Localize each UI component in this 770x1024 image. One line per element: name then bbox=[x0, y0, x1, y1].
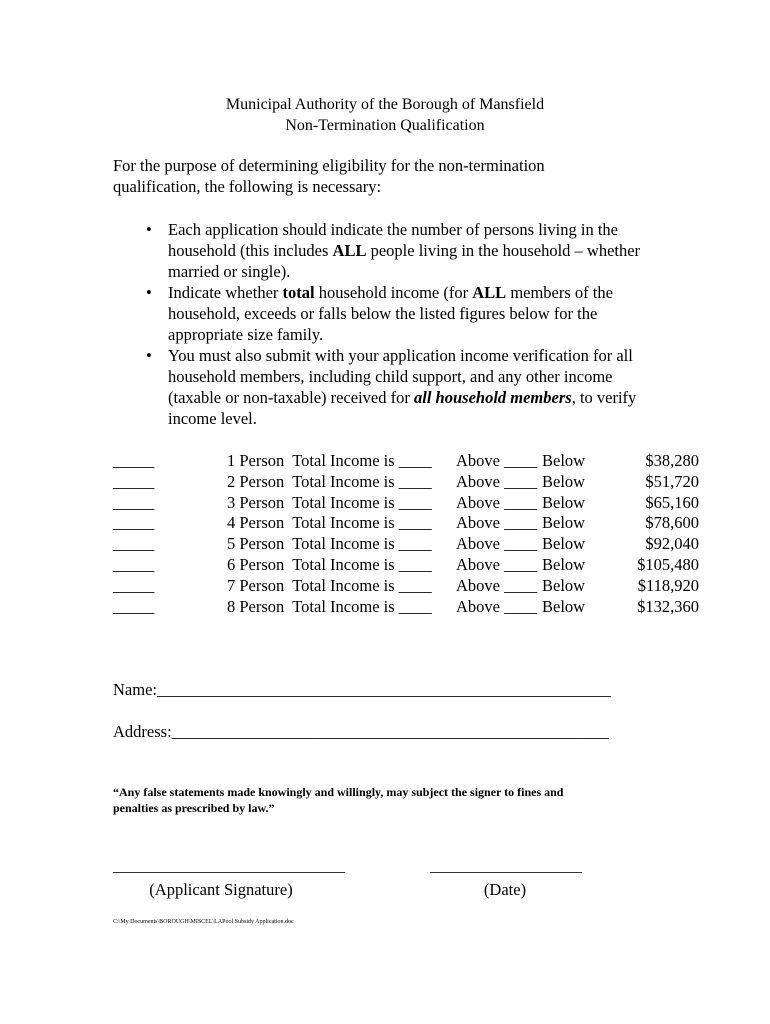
below-option[interactable]: Below bbox=[542, 534, 586, 554]
person-count-blank[interactable]: _____ bbox=[113, 492, 155, 512]
person-count-blank[interactable]: _____ bbox=[113, 575, 155, 595]
file-path-footer: C:\My Documents\BOROUGH\MISCEL\LAPool Subsidy Application.doc bbox=[113, 919, 294, 925]
above-option[interactable]: Above ____ bbox=[456, 492, 538, 512]
below-option[interactable]: Below bbox=[542, 492, 586, 512]
requirement-item: • Each application should indicate the number of persons living in the household (this includes ALL people living in the household – whether married or single). bbox=[168, 219, 668, 282]
income-row: _____ 5 Person Total Income is ____ Above ____ Below $92,040 bbox=[113, 534, 699, 554]
income-row: _____ 7 Person Total Income is ____ Above ____ Below $118,920 bbox=[113, 575, 699, 595]
above-option[interactable]: Above ____ bbox=[456, 554, 538, 574]
above-option[interactable]: Above ____ bbox=[456, 513, 538, 533]
income-row: _____ 8 Person Total Income is ____ Above ____ Below $132,360 bbox=[113, 596, 699, 616]
below-option[interactable]: Below bbox=[542, 451, 586, 470]
false-statement-warning: “Any false statements made knowingly and willingly, may subject the signer to fines and penalties as prescribed by law.” bbox=[113, 785, 564, 815]
above-option[interactable]: Above ____ bbox=[456, 575, 538, 595]
intro-line-1: For the purpose of determining eligibility for the non-termination bbox=[113, 156, 545, 175]
date-line[interactable]: ___________________ bbox=[430, 858, 582, 875]
income-row: _____ 4 Person Total Income is ____ Above ____ Below $78,600 bbox=[113, 513, 699, 533]
income-threshold: $38,280 bbox=[645, 451, 699, 470]
income-threshold: $105,480 bbox=[637, 554, 699, 574]
date-label: (Date) bbox=[483, 880, 527, 899]
name-field[interactable]: Name:_______________________________________________________ bbox=[113, 680, 611, 699]
above-option[interactable]: Above ____ bbox=[456, 534, 538, 554]
income-threshold: $92,040 bbox=[645, 534, 699, 554]
income-row: _____ 1 Person Total Income is ____ Above ____ Below $38,280 bbox=[113, 451, 699, 470]
form-title: Non-Termination Qualification bbox=[285, 117, 485, 134]
below-option[interactable]: Below bbox=[542, 513, 586, 533]
below-option[interactable]: Below bbox=[542, 596, 586, 616]
above-option[interactable]: Above ____ bbox=[456, 451, 538, 470]
income-row: _____ 3 Person Total Income is ____ Above ____ Below $65,160 bbox=[113, 492, 699, 512]
person-count-blank[interactable]: _____ bbox=[113, 451, 155, 470]
intro-line-2: qualification, the following is necessary: bbox=[113, 177, 382, 196]
person-count-blank[interactable]: _____ bbox=[113, 534, 155, 554]
person-count-blank[interactable]: _____ bbox=[113, 554, 155, 574]
requirement-item: • You must also submit with your application income verification for all household members, including child support, and any other income (taxable or non-taxable) received for all household members, to verify income level. bbox=[168, 345, 668, 429]
below-option[interactable]: Below bbox=[542, 554, 586, 574]
document-header bbox=[0, 94, 770, 136]
intro-paragraph bbox=[113, 155, 673, 197]
person-count-blank[interactable]: _____ bbox=[113, 596, 155, 616]
income-table bbox=[113, 451, 699, 617]
requirement-item: • Indicate whether total household income (for ALL members of the household, exceeds or falls below the listed figures below for the appropriate size family. bbox=[168, 282, 668, 345]
applicant-signature-label: (Applicant Signature) bbox=[149, 880, 293, 899]
income-threshold: $65,160 bbox=[645, 492, 699, 512]
above-option[interactable]: Above ____ bbox=[456, 596, 538, 616]
income-threshold: $118,920 bbox=[637, 575, 699, 595]
income-threshold: $78,600 bbox=[645, 513, 699, 533]
person-count-blank[interactable]: _____ bbox=[113, 513, 155, 533]
below-option[interactable]: Below bbox=[542, 575, 586, 595]
authority-title: Municipal Authority of the Borough of Mansfield bbox=[225, 96, 545, 113]
income-row: _____ 6 Person Total Income is ____ Above ____ Below $105,480 bbox=[113, 554, 699, 574]
above-option[interactable]: Above ____ bbox=[456, 471, 538, 491]
below-option[interactable]: Below bbox=[542, 471, 586, 491]
address-field[interactable]: Address:_____________________________________________________ bbox=[113, 722, 609, 741]
person-count-blank[interactable]: _____ bbox=[113, 471, 155, 491]
applicant-signature-line[interactable]: _____________________________ bbox=[113, 858, 345, 875]
income-row: _____ 2 Person Total Income is ____ Above ____ Below $51,720 bbox=[113, 471, 699, 491]
income-threshold: $51,720 bbox=[645, 471, 699, 491]
requirements-list bbox=[168, 219, 668, 429]
income-threshold: $132,360 bbox=[637, 596, 699, 616]
